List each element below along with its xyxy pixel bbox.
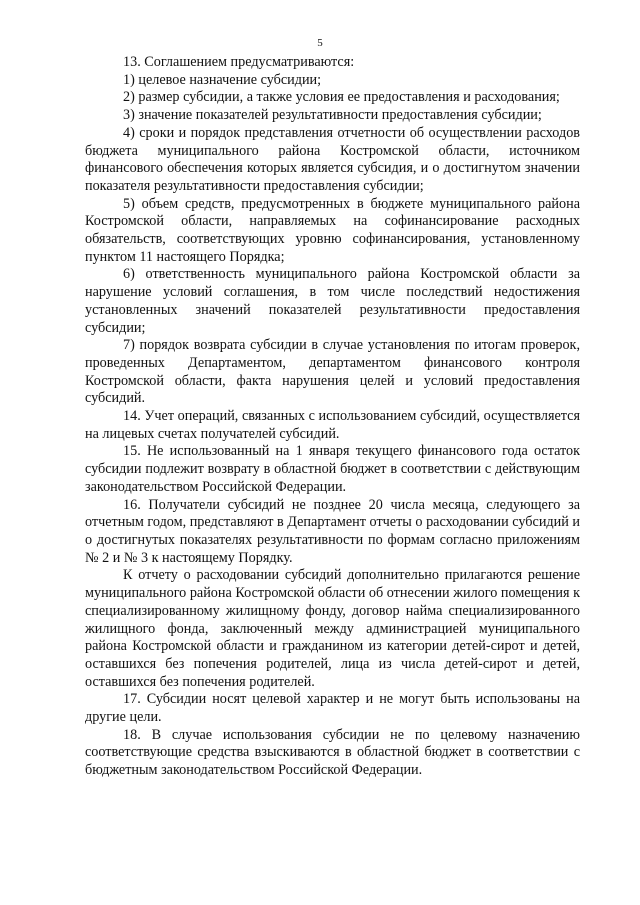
paragraph-16-attachments: К отчету о расходовании субсидий дополнительно прилагаются решение муниципального района Костромской области об отнесении жилого помещения к специализированному жилищному фонду, договор найма специализированного жилищного фонда, заключенный между администрацией муниципального района Костромской области и гражданином из категории детей-сирот и детей, оставшихся без попечения родителей, лица из числа детей-сирот и детей, оставшихся без попечения родителей. — [85, 567, 580, 690]
paragraph-14: 14. Учет операций, связанных с использованием субсидий, осуществляется на лицевых счетах получателей субсидий. — [85, 408, 580, 442]
paragraph-13-item-5: 5) объем средств, предусмотренных в бюджете муниципального района Костромской области, направляемых на софинансирование расходных обязательств, соответствующих уровню софинансирования, установленному пунктом 11 настоящего Порядка; — [85, 195, 580, 265]
paragraph-13-item-6: 6) ответственность муниципального района Костромской области за нарушение условий соглашения, в том числе последствий недостижения установленных значений показателей результативности предоставления субсидии; — [85, 266, 580, 336]
paragraph-13-item-4: 4) сроки и порядок представления отчетности об осуществлении расходов бюджета муниципального района Костромской области, источником финансового обеспечения которых является субсидия, и о достигнутом значении показателя результативности предоставления субсидии; — [85, 124, 580, 194]
paragraph-18: 18. В случае использования субсидии не по целевому назначению соответствующие средства взыскиваются в областной бюджет в соответствии с бюджетным законодательством Российской Федерации. — [85, 726, 580, 779]
paragraph-13-item-7: 7) порядок возврата субсидии в случае установления по итогам проверок, проведенных Департаментом, департаментом финансового контроля Костромской области, факта нарушения целей и условий предоставления субсидий. — [85, 337, 580, 407]
paragraph-16: 16. Получатели субсидий не позднее 20 числа месяца, следующего за отчетным годом, представляют в Департамент отчеты о расходовании субсидий и о достигнутых показателях результативности по формам согласно приложениям № 2 и № 3 к настоящему Порядку. — [85, 496, 580, 566]
page-number: 5 — [317, 37, 323, 49]
document-body — [85, 54, 580, 780]
paragraph-13-item-2: 2) размер субсидии, а также условия ее предоставления и расходования; — [123, 89, 560, 106]
paragraph-17: 17. Субсидии носят целевой характер и не могут быть использованы на другие цели. — [85, 691, 580, 726]
paragraph-13-item-1: 1) целевое назначение субсидии; — [123, 71, 322, 88]
paragraph-13-header: 13. Соглашением предусматриваются: — [123, 54, 355, 70]
paragraph-15: 15. Не использованный на 1 января текущего финансового года остаток субсидии подлежит возврату в областной бюджет в соответствии с действующим законодательством Российской Федерации. — [85, 443, 580, 495]
paragraph-13-item-3: 3) значение показателей результативности предоставления субсидии; — [123, 107, 542, 124]
